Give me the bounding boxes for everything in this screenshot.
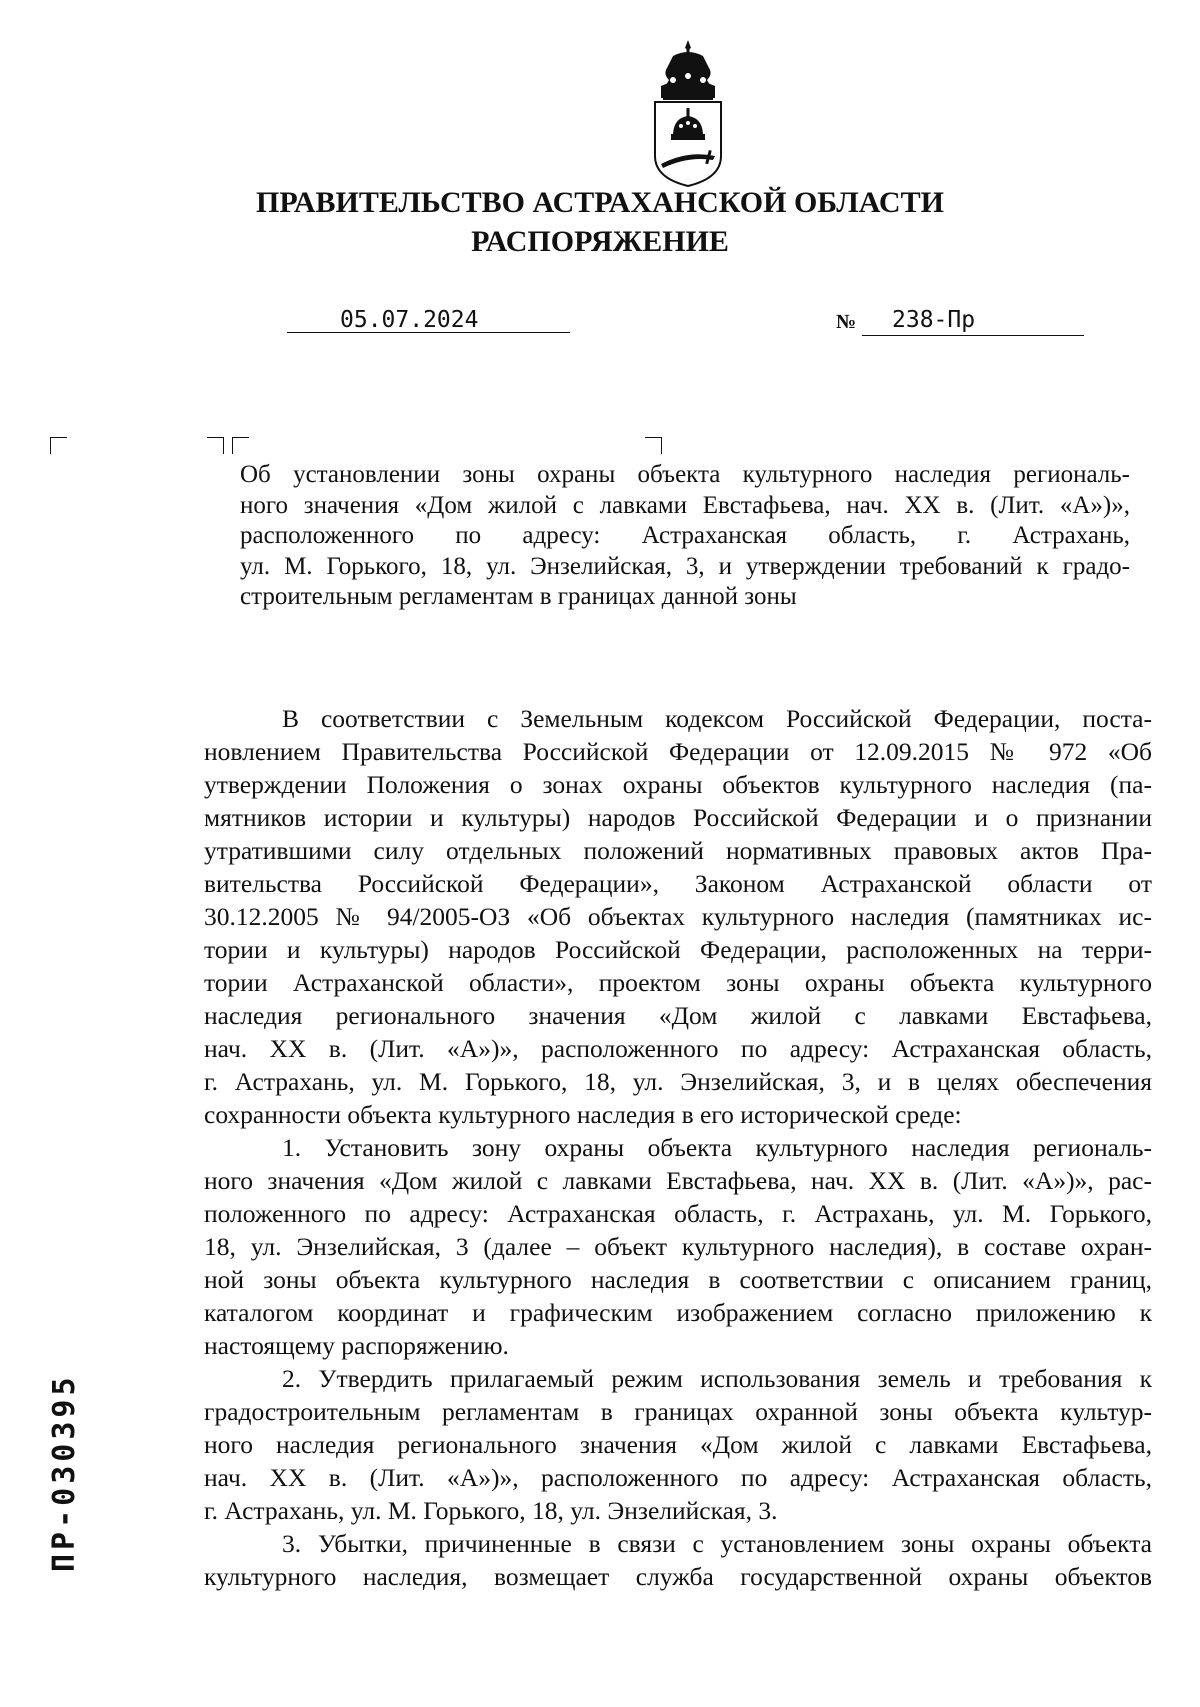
subject-line: расположенного по адресу: Астраханская область, г. Астрахань,	[240, 522, 1130, 549]
body-line: новлением Правительства Российской Федерации от 12.09.2015 № 972 «Об	[204, 737, 1152, 766]
body-line: 30.12.2005 № 94/2005-ОЗ «Об объектах культурного наследия (памятниках ис-	[204, 902, 1152, 931]
number-underline	[862, 333, 1084, 336]
body-line: 2. Утвердить прилагаемый режим использования земель и требования к	[282, 1364, 1152, 1393]
corner-bracket	[232, 437, 249, 454]
body-line: утратившими силу отдельных положений нормативных правовых актов Пра-	[204, 836, 1152, 865]
body-line: ной зоны объекта культурного наследия в соответствии с описанием границ,	[204, 1265, 1152, 1294]
subject-line: строительным регламентам в границах данной зоны	[240, 583, 797, 610]
body-line: 1. Установить зону охраны объекта культурного наследия региональ-	[282, 1133, 1152, 1162]
body-line: нач. XX в. (Лит. «А»)», расположенного по адресу: Астраханская область,	[204, 1463, 1152, 1492]
body-line: г. Астрахань, ул. М. Горького, 18, ул. Энзелийская, 3, и в целях обеспечения	[204, 1067, 1152, 1096]
coat-of-arms-icon	[643, 38, 733, 188]
corner-bracket	[645, 437, 662, 454]
side-registration-code	[47, 1373, 88, 1573]
side-code-text: ПР-030395	[47, 1373, 82, 1572]
body-line: утверждении Положения о зонах охраны объектов культурного наследия (па-	[204, 770, 1152, 799]
corner-bracket	[50, 437, 67, 454]
body-line: мятников истории и культуры) народов Российской Федерации и о признании	[204, 803, 1152, 832]
subject-line: Об установлении зоны охраны объекта культурного наследия региональ-	[240, 461, 1130, 488]
body-line: наследия регионального значения «Дом жилой с лавками Евстафьева,	[204, 1001, 1152, 1030]
document-number: 238-Пр	[892, 307, 976, 333]
body-line: культурного наследия, возмещает служба государственной охраны объектов	[204, 1562, 1152, 1591]
subject-line: ул. М. Горького, 18, ул. Энзелийская, 3, и утверждении требований к градо-	[240, 552, 1130, 580]
body-line: каталогом координат и графическим изображением согласно приложению к	[204, 1298, 1152, 1327]
body-line: настоящему распоряжению.	[204, 1331, 509, 1360]
organization-title: ПРАВИТЕЛЬСТВО АСТРАХАНСКОЙ ОБЛАСТИ	[256, 186, 944, 219]
document-type: РАСПОРЯЖЕНИЕ	[471, 225, 729, 258]
body-line: 18, ул. Энзелийская, 3 (далее – объект культурного наследия), в составе охран-	[204, 1232, 1152, 1261]
body-line: градостроительным регламентам в границах охранной зоны объекта культур-	[204, 1397, 1152, 1426]
body-line: тории Астраханской области», проектом зоны охраны объекта культурного	[204, 968, 1152, 997]
body-line: сохранности объекта культурного наследия в его исторической среде:	[204, 1100, 962, 1129]
body-line: ного значения «Дом жилой с лавками Евстафьева, нач. XX в. (Лит. «А»)», рас-	[204, 1166, 1152, 1195]
body-line: положенного по адресу: Астраханская область, г. Астрахань, ул. М. Горького,	[204, 1199, 1152, 1228]
corner-bracket	[207, 437, 224, 454]
subject-line: ного значения «Дом жилой с лавками Евстафьева, нач. XX в. (Лит. «А»)»,	[240, 491, 1130, 519]
date-underline	[287, 330, 570, 333]
body-line: ного наследия регионального значения «Дом жилой с лавками Евстафьева,	[204, 1430, 1152, 1459]
body-line: нач. XX в. (Лит. «А»)», расположенного по адресу: Астраханская область,	[204, 1034, 1152, 1063]
body-line: В соответствии с Земельным кодексом Российской Федерации, поста-	[282, 704, 1152, 733]
body-line: г. Астрахань, ул. М. Горького, 18, ул. Энзелийская, 3.	[204, 1496, 778, 1525]
body-line: 3. Убытки, причиненные в связи с установлением зоны охраны объекта	[282, 1529, 1152, 1558]
document-subject	[240, 460, 1130, 613]
body-line: вительства Российской Федерации», Законом Астраханской области от	[204, 869, 1152, 898]
number-sign: №	[836, 311, 857, 333]
document-date: 05.07.2024	[340, 307, 479, 333]
document-body	[204, 702, 1152, 1593]
body-line: тории и культуры) народов Российской Федерации, расположенных на терри-	[204, 935, 1152, 964]
